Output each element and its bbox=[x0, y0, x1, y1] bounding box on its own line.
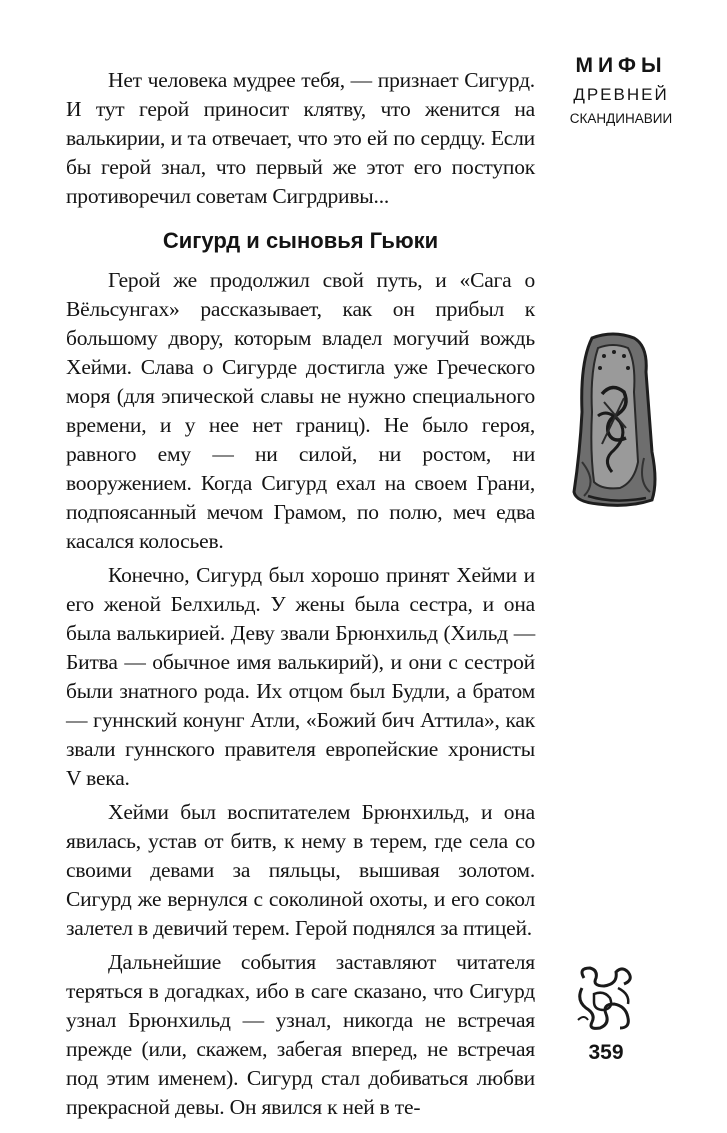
running-head-line-1: МИФЫ bbox=[575, 54, 667, 77]
main-text-column bbox=[66, 66, 535, 1122]
running-head-line-2: ДРЕВНЕЙ bbox=[573, 85, 669, 104]
running-head bbox=[566, 52, 676, 128]
intro-paragraph: Нет человека мудрее тебя, — признает Сигурд. И тут герой приносит клятву, что женится на валькирии, и та отвечает, что это ей по сердцу. Если бы герой знал, что первый же этот его поступок противоречил советам Сигрдривы... bbox=[66, 68, 535, 208]
body-paragraph-3: Хейми был воспитателем Брюнхильд, и она явилась, устав от битв, к нему в терем, где села со своими девами за пяльцы, вышивая золотом. Сигурд же вернулся с соколиной охоты, и его сокол залетел в девичий терем. Герой поднялся за птицей. bbox=[66, 800, 535, 940]
runestone-icon bbox=[568, 332, 658, 510]
page-number: 359 bbox=[588, 1041, 624, 1064]
body-paragraph-1: Герой же продолжил свой путь, и «Сага о Вёльсунгах» рассказывает, как он прибыл к большому двору, которым владел могучий вождь Хейми. Слава о Сигурде достигла уже Греческого моря (для эпической славы не нужно специального времени, и у нее нет границ). Не было героя, равного ему — ни силой, ни ростом, ни вооружением. Когда Сигурд ехал на своем Грани, подпоясанный мечом Грамом, по полю, меч едва касался колосьев. bbox=[66, 268, 535, 553]
body-paragraph-2: Конечно, Сигурд был хорошо принят Хейми и его женой Белхильд. У жены была сестра, и она была валькирией. Деву звали Брюнхильд (Хильд — Битва — обычное имя валькирий), и они с сестрой были знатного рода. Их отцом был Будли, а братом — гуннский конунг Атли, «Божий бич Аттила», как звали гуннского правителя европейские хронисты V века. bbox=[66, 563, 535, 790]
body-paragraph-4: Дальнейшие события заставляют читателя теряться в догадках, ибо в саге сказано, что Сигурд узнал Брюнхильд — узнал, никогда не встречая прежде (или, скажем, забегая вперед, не встречая под этим именем). Сигурд стал добиваться любви прекрасной девы. Он явился к ней в те- bbox=[66, 950, 535, 1119]
running-head-line-3: СКАНДИНАВИИ bbox=[569, 111, 673, 126]
knot-ornament-icon bbox=[574, 964, 636, 1032]
section-heading: Сигурд и сыновья Гьюки bbox=[162, 228, 439, 253]
